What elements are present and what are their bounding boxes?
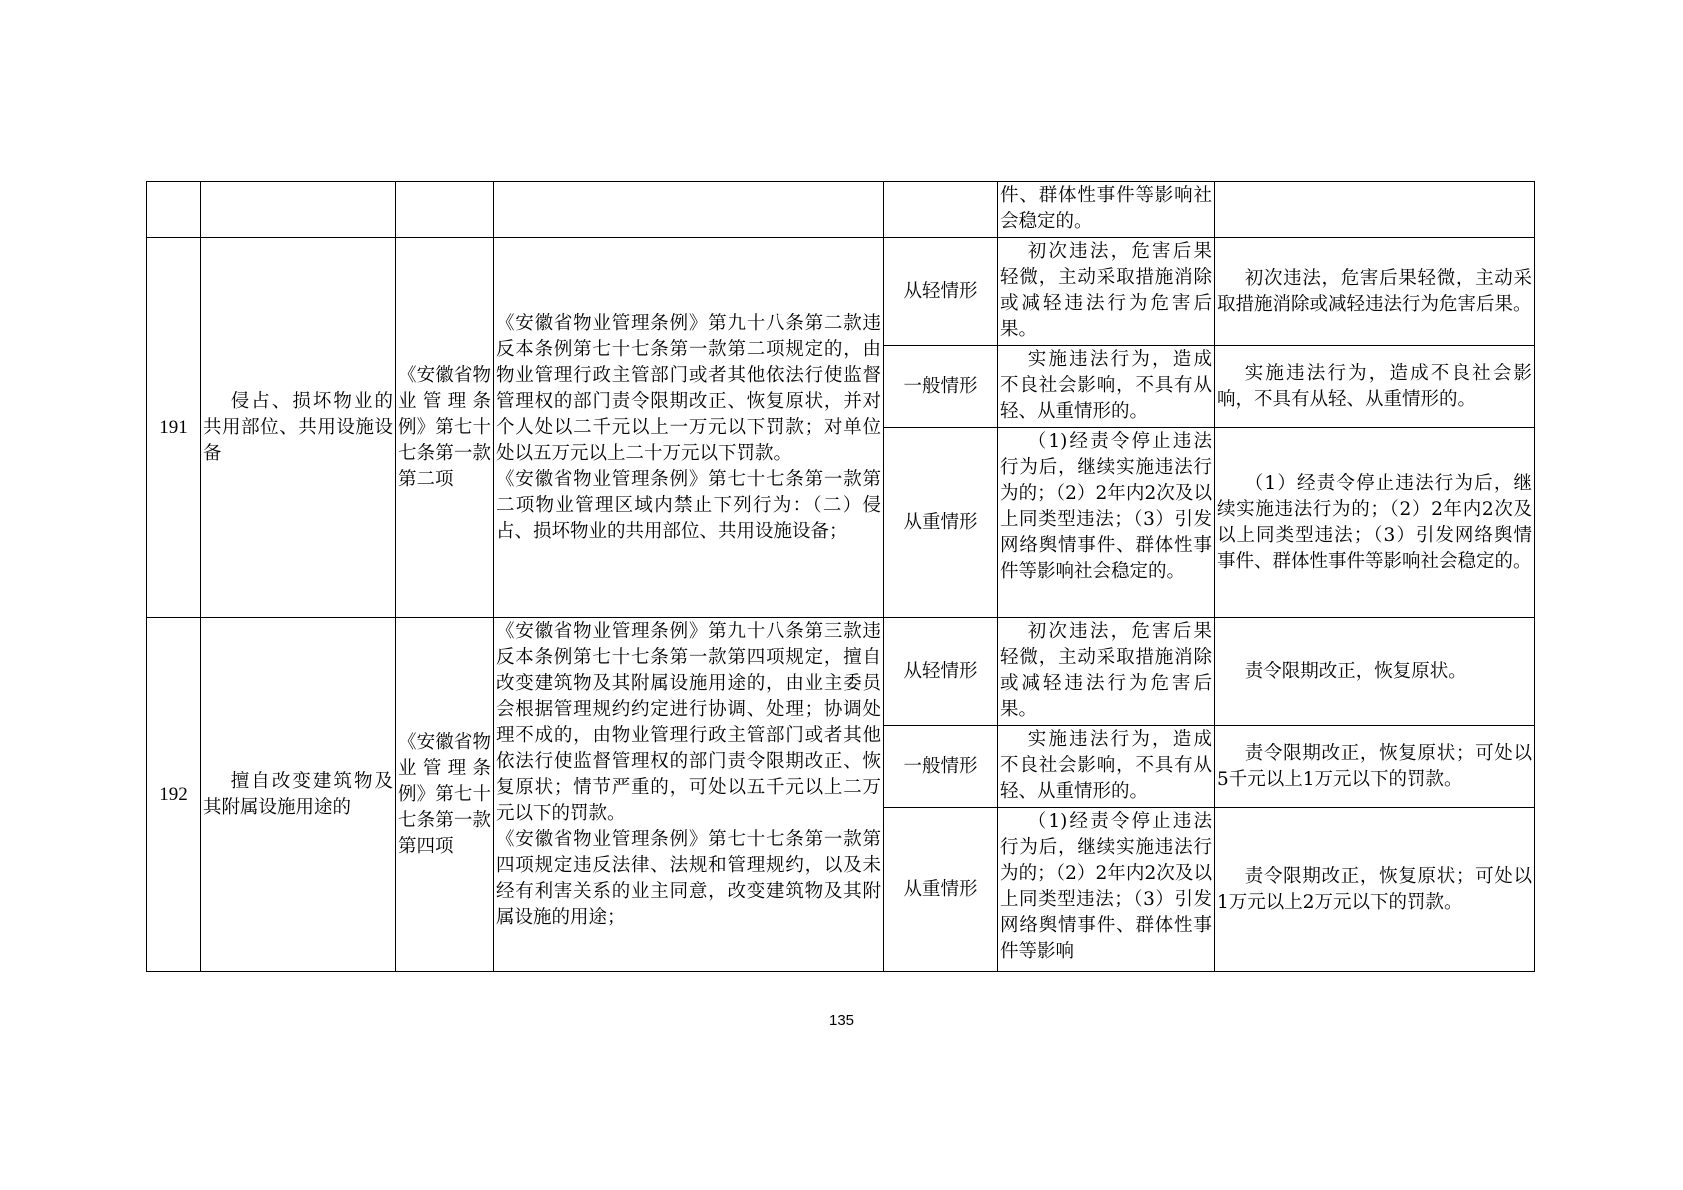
circumstance-criteria: （1)经责令停止违法行为后，继续实施违法行为的；（2）2年内2次及以上同类型违法；（3）引发网络舆情事件、群体性事件等影响社会稳定的。 bbox=[998, 428, 1215, 618]
circumstance-level: 一般情形 bbox=[884, 346, 998, 428]
cont-basis-cell bbox=[396, 182, 494, 238]
cont-criteria-cell: 件、群体性事件等影响社会稳定的。 bbox=[998, 182, 1215, 238]
table-row-192-light bbox=[147, 618, 1535, 726]
provision-text: 《安徽省物业管理条例》第七十七条第一款第二项物业管理区域内禁止下列行为：（二）侵占、损坏物业的共用部位、共用设施设备； bbox=[496, 468, 881, 542]
discretion-standard: 责令限期改正，恢复原状。 bbox=[1215, 618, 1535, 726]
penalty-provisions bbox=[494, 238, 884, 618]
circumstance-criteria: 实施违法行为，造成不良社会影响，不具有从轻、从重情形的。 bbox=[998, 726, 1215, 808]
cont-level-cell bbox=[884, 182, 998, 238]
circumstance-level: 从轻情形 bbox=[884, 618, 998, 726]
circumstance-criteria: （1)经责令停止违法行为后，继续实施违法行为的；（2）2年内2次及以上同类型违法；（3）引发网络舆情事件、群体性事件等影响 bbox=[998, 808, 1215, 972]
circumstance-level: 从轻情形 bbox=[884, 238, 998, 346]
violation-item: 侵占、损坏物业的共用部位、共用设施设备 bbox=[201, 238, 396, 618]
continuation-row bbox=[147, 182, 1535, 238]
legal-basis: 《安徽省物业管理条例》第七十七条第一款第二项 bbox=[396, 238, 494, 618]
discretion-standard: （1）经责令停止违法行为后，继续实施违法行为的；（2）2年内2次及以上同类型违法；（3）引发网络舆情事件、群体性事件等影响社会稳定的。 bbox=[1215, 428, 1535, 618]
cont-num-cell bbox=[147, 182, 201, 238]
circumstance-criteria: 初次违法，危害后果轻微，主动采取措施消除或减轻违法行为危害后果。 bbox=[998, 618, 1215, 726]
circumstance-level: 从重情形 bbox=[884, 808, 998, 972]
row-number: 192 bbox=[147, 618, 201, 972]
provision-text: 《安徽省物业管理条例》第七十七条第一款第四项规定违反法律、法规和管理规约，以及未经有利害关系的业主同意，改变建筑物及其附属设施的用途； bbox=[496, 829, 881, 928]
discretion-standard: 责令限期改正，恢复原状；可处以5千元以上1万元以下的罚款。 bbox=[1215, 726, 1535, 808]
violation-item: 擅自改变建筑物及其附属设施用途的 bbox=[201, 618, 396, 972]
penalty-discretion-table bbox=[146, 181, 1535, 972]
page-number: 135 bbox=[828, 1012, 855, 1029]
cont-item-cell bbox=[201, 182, 396, 238]
provision-text: 《安徽省物业管理条例》第九十八条第三款违反本条例第七十七条第一款第四项规定，擅自改变建筑物及其附属设施用途的，由业主委员会根据管理规约约定进行协调、处理；协调处理不成的，由物业管理行政主管部门或者其他依法行使监督管理权的部门责令限期改正、恢复原状；情节严重的，可处以五千元以上二万元以下的罚款。 bbox=[496, 621, 881, 824]
circumstance-level: 从重情形 bbox=[884, 428, 998, 618]
cont-provision-cell bbox=[494, 182, 884, 238]
circumstance-criteria: 初次违法，危害后果轻微，主动采取措施消除或减轻违法行为危害后果。 bbox=[998, 238, 1215, 346]
provision-text: 《安徽省物业管理条例》第九十八条第二款违反本条例第七十七条第一款第二项规定的，由物业管理行政主管部门或者其他依法行使监督管理权的部门责令限期改正、恢复原状，并对个人处以二千元以上一万元以下罚款；对单位处以五万元以上二十万元以下罚款。 bbox=[496, 312, 881, 464]
penalty-provisions bbox=[494, 618, 884, 972]
legal-basis: 《安徽省物业管理条例》第七十七条第一款第四项 bbox=[396, 618, 494, 972]
circumstance-level: 一般情形 bbox=[884, 726, 998, 808]
row-number: 191 bbox=[147, 238, 201, 618]
discretion-standard: 初次违法，危害后果轻微，主动采取措施消除或减轻违法行为危害后果。 bbox=[1215, 238, 1535, 346]
table-row-191-light bbox=[147, 238, 1535, 346]
discretion-standard: 责令限期改正，恢复原状；可处以1万元以上2万元以下的罚款。 bbox=[1215, 808, 1535, 972]
discretion-standard: 实施违法行为，造成不良社会影响，不具有从轻、从重情形的。 bbox=[1215, 346, 1535, 428]
cont-standard-cell bbox=[1215, 182, 1535, 238]
circumstance-criteria: 实施违法行为，造成不良社会影响，不具有从轻、从重情形的。 bbox=[998, 346, 1215, 428]
